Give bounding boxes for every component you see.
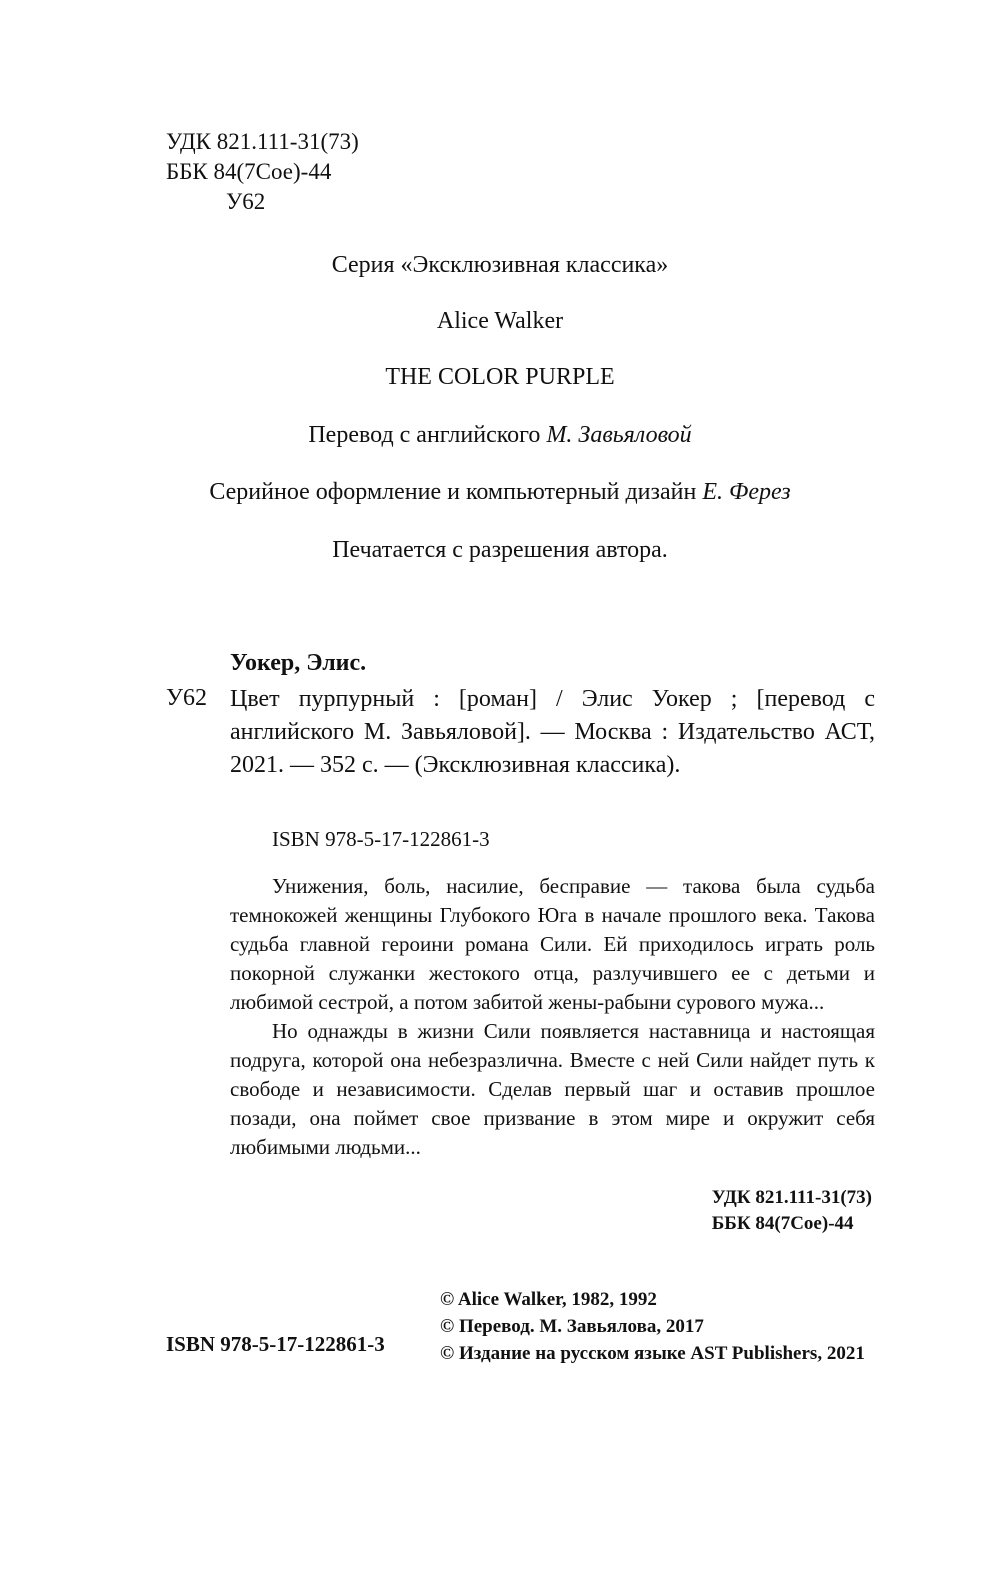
translation-text: Перевод с английского	[308, 422, 541, 448]
udk-code: УДК 821.111-31(73)	[166, 129, 359, 154]
design-credit	[0, 477, 1000, 507]
final-isbn: ISBN 978-5-17-122861-3	[166, 1332, 385, 1356]
classification-codes	[166, 127, 359, 217]
bottom-classification-codes	[712, 1185, 872, 1237]
copyright-line: © Alice Walker, 1982, 1992	[440, 1289, 657, 1310]
translator-name: М. Завьяловой	[546, 422, 692, 448]
annotation-paragraph: Но однажды в жизни Сили появляется наставница и настоящая подруга, которой она небезразлична. Вместе с ней Сили найдет путь к свободе и независимости. Сделав первый шаг и оставив прошлое позади, она поймет свое призвание в этом мире и окружит себя любимыми людьми...	[230, 1019, 875, 1159]
translation-credit	[0, 420, 1000, 450]
catalog-entry-isbn: ISBN 978-5-17-122861-3	[272, 827, 490, 851]
copyright-line: © Издание на русском языке AST Publishers, 2021	[440, 1343, 865, 1364]
series-title: Серия «Эксклюзивная классика»	[331, 252, 669, 278]
permission-note: Печатается с разрешения автора.	[332, 537, 668, 563]
catalog-entry-description: Цвет пурпурный : [роман] / Элис Уокер ; [перевод с английского М. Завьяловой]. — Москва : Издательство АСТ, 2021. — 352 с. — (Эксклюзивная классика).	[230, 686, 875, 778]
design-text: Серийное оформление и компьютерный дизайн	[209, 479, 697, 505]
bbk-code: ББК 84(7Сое)-44	[166, 159, 332, 184]
designer-name: Е. Ферез	[702, 479, 791, 505]
original-title: THE COLOR PURPLE	[385, 364, 615, 390]
copyright-line: © Перевод. М. Завьялова, 2017	[440, 1316, 704, 1337]
catalog-entry-code: У62	[166, 685, 207, 711]
catalog-author-heading: Уокер, Элис.	[230, 650, 367, 676]
bottom-udk-code: УДК 821.111-31(73)	[711, 1187, 872, 1208]
author-sign: У62	[226, 189, 266, 214]
copyright-block	[440, 1286, 865, 1367]
annotation	[230, 872, 875, 1162]
bottom-bbk-code: ББК 84(7Сое)-44	[711, 1213, 854, 1234]
original-author: Alice Walker	[436, 308, 564, 334]
annotation-paragraph: Унижения, боль, насилие, бесправие — такова была судьба темнокожей женщины Глубокого Юга в начале прошлого века. Такова судьба главной героини романа Сили. Ей приходилось играть роль покорной служанки жестокого отца, разлучившего ее с детьми и любимой сестрой, а потом забитой жены-рабыни сурового мужа...	[230, 874, 875, 1014]
